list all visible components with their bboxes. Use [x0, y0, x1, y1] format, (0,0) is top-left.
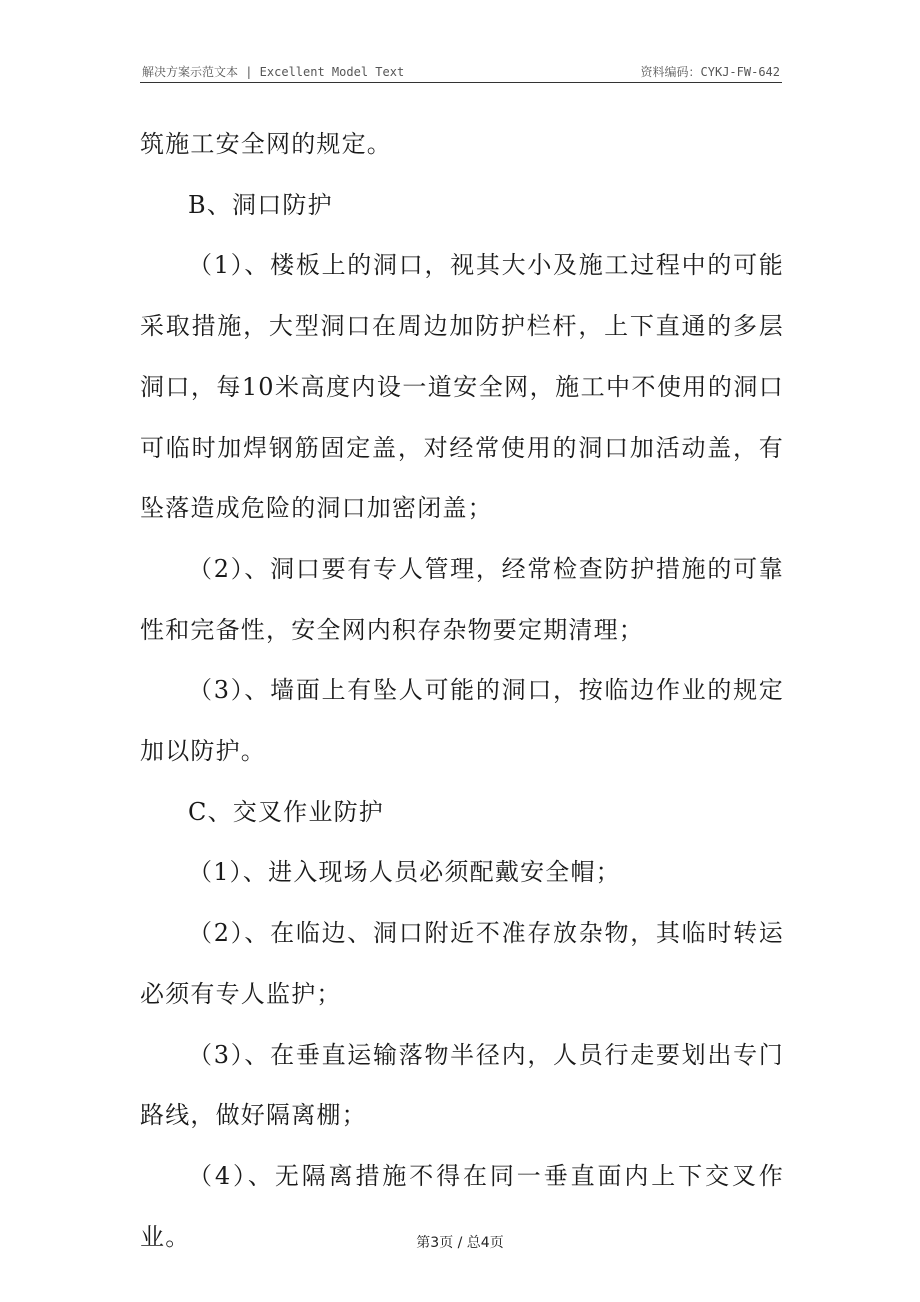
paragraph-no-debris: （2）、在临边、洞口附近不准存放杂物，其临时转运必须有专人监护； — [140, 919, 784, 1008]
paragraph-wall-openings: （3）、墙面上有坠人可能的洞口，按临边作业的规定加以防护。 — [140, 676, 784, 766]
paragraph-falling-radius: （3）、在垂直运输落物半径内，人员行走要划出专门路线，做好隔离棚； — [140, 1040, 784, 1130]
document-code: 资料编码：CYKJ-FW-642 — [640, 65, 780, 79]
page-number: 第3页 / 总4页 — [416, 1235, 504, 1251]
section-heading-opening-protection: B、洞口防护 — [188, 190, 333, 219]
paragraph-continuation: 筑施工安全网的规定。 — [140, 130, 392, 158]
paragraph-no-cross-work: （4）、无隔离措施不得在同一垂直面内上下交叉作业。 — [140, 1161, 784, 1251]
section-heading-cross-work-protection: C、交叉作业防护 — [188, 797, 384, 826]
paragraph-safety-helmet: （1）、进入现场人员必须配戴安全帽； — [188, 858, 621, 887]
paragraph-opening-management: （2）、洞口要有专人管理，经常检查防护措施的可靠性和完备性，安全网内积存杂物要定期清理； — [140, 554, 784, 644]
header-title: 解决方案示范文本 | Excellent Model Text — [142, 65, 405, 79]
page-header — [140, 62, 782, 83]
document-body — [140, 114, 784, 1267]
paragraph-floor-openings: （1）、楼板上的洞口，视其大小及施工过程中的可能采取措施，大型洞口在周边加防护栏杆，上下直通的多层洞口，每10米高度内设一道安全网，施工中不使用的洞口可临时加焊钢筋固定盖，对经常使用的洞口加活动盖，有坠落造成危险的洞口加密闭盖； — [140, 251, 784, 523]
